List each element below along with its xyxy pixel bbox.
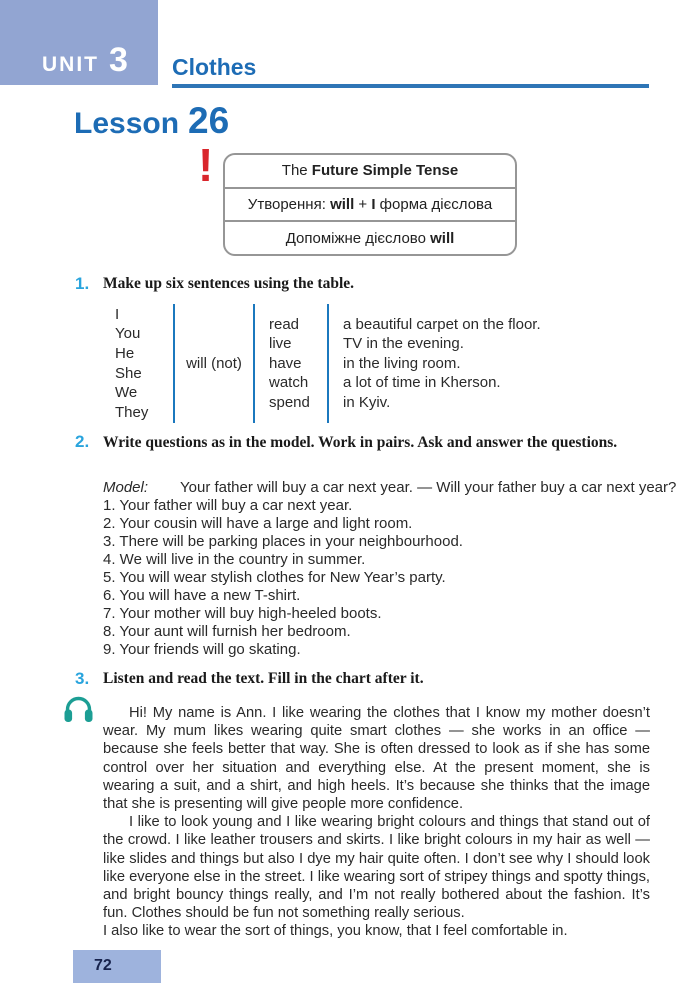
unit-label: UNIT bbox=[42, 53, 99, 76]
pronoun: They bbox=[115, 403, 149, 421]
grammar-row-formation bbox=[225, 187, 515, 221]
grammar-text-bold: Future Simple Tense bbox=[311, 162, 459, 180]
sentence-table bbox=[115, 304, 541, 423]
table-column-endings bbox=[329, 304, 541, 423]
exercise2-title: Write questions as in the model. Work in pairs. Ask and answer the questions. bbox=[103, 434, 618, 451]
exercise3-number: 3. bbox=[75, 669, 90, 688]
grammar-text-bold: I bbox=[371, 196, 376, 213]
exercise2-model bbox=[103, 479, 676, 496]
list-item: 3. There will be parking places in your neighbourhood. bbox=[103, 533, 463, 550]
lesson-word: Lesson bbox=[74, 107, 180, 140]
verb: read bbox=[269, 315, 300, 333]
paragraph: I like to look young and I like wearing bright colours and things that stand out of the crowd. I like leather trousers and skirts. I like bright colours in my hair as well — like slides and things but also I dye my hair quite often. I don’t see why I should look like everyone else in the street. I like wearing sort of stripey things and spotty things, and bright bouncy things really, and I’m not really bothered about the fashion. It’s fun. Clothes should be fun not something really serious. bbox=[103, 814, 650, 922]
table-column-verbs bbox=[255, 304, 327, 423]
exercise2-number: 2. bbox=[75, 432, 90, 451]
grammar-row-auxiliary bbox=[225, 220, 515, 254]
pronoun: I bbox=[115, 305, 120, 323]
lesson-title bbox=[74, 100, 229, 142]
exercise2-list bbox=[103, 497, 463, 659]
grammar-text-bold: will bbox=[430, 229, 455, 247]
sentence-ending: TV in the evening. bbox=[343, 335, 464, 353]
headphones-icon bbox=[63, 696, 94, 729]
table-column-pronouns bbox=[115, 304, 173, 423]
unit-banner-text bbox=[42, 41, 128, 80]
grammar-text: The bbox=[281, 162, 312, 180]
paragraph: I also like to wear the sort of things, you know, that I feel comfortable in. bbox=[103, 923, 568, 940]
grammar-box bbox=[223, 153, 517, 256]
list-item: 2. Your cousin will have a large and light room. bbox=[103, 515, 413, 532]
exercise3-text bbox=[103, 704, 650, 941]
grammar-text-bold: will bbox=[330, 196, 355, 213]
exclamation-icon: ! bbox=[198, 139, 214, 191]
list-item: 1. Your father will buy a car next year. bbox=[103, 497, 353, 514]
auxiliary: will (not) bbox=[186, 355, 242, 372]
exercise1-title: Make up six sentences using the table. bbox=[103, 275, 355, 292]
sentence-ending: in the living room. bbox=[343, 354, 461, 372]
sentence-ending: a lot of time in Kherson. bbox=[343, 374, 501, 392]
title-underline bbox=[172, 84, 649, 88]
pronoun: He bbox=[115, 344, 135, 362]
model-text: Your father will buy a car next year. — Will your father buy a car next year? bbox=[180, 479, 677, 496]
list-item: 4. We will live in the country in summer. bbox=[103, 551, 366, 568]
pronoun: You bbox=[115, 325, 141, 343]
exercise3-title: Listen and read the text. Fill in the chart after it. bbox=[103, 670, 424, 687]
sentence-ending: a beautiful carpet on the floor. bbox=[343, 315, 541, 333]
verb: spend bbox=[269, 393, 310, 411]
table-column-auxiliary bbox=[175, 304, 253, 423]
model-label: Model: bbox=[103, 479, 149, 496]
unit-number: 3 bbox=[109, 41, 128, 79]
pronoun: We bbox=[115, 384, 138, 402]
page-number-box bbox=[73, 950, 161, 983]
list-item: 6. You will have a new T-shirt. bbox=[103, 587, 301, 604]
list-item: 5. You will wear stylish clothes for New Year’s party. bbox=[103, 569, 446, 586]
verb: watch bbox=[269, 374, 309, 392]
sentence-ending: in Kyiv. bbox=[343, 393, 391, 411]
unit-banner bbox=[0, 0, 158, 85]
grammar-text: Допоміжне дієслово bbox=[285, 229, 431, 247]
grammar-text: форма дієслова bbox=[375, 196, 493, 213]
grammar-text: + bbox=[354, 196, 372, 213]
grammar-row-title bbox=[225, 155, 515, 187]
paragraph: Hi! My name is Ann. I like wearing the clothes that I know my mother doesn’t wear. My mum likes wearing quite smart clothes — she works in an office — because she feels better that way. She is often dressed to look as if she has some control over her situation and everything else. At the present moment, she is wearing a suit, and a shirt, and high heels. It’s because she thinks that the image that she is presenting will give people more confidence. bbox=[103, 705, 650, 813]
grammar-text: Утворення: bbox=[247, 196, 331, 213]
list-item: 9. Your friends will go skating. bbox=[103, 641, 301, 658]
list-item: 8. Your aunt will furnish her bedroom. bbox=[103, 623, 351, 640]
lesson-number: 26 bbox=[188, 100, 230, 141]
verb: have bbox=[269, 354, 302, 372]
exercise1-number: 1. bbox=[75, 274, 90, 293]
page-number: 72 bbox=[94, 957, 112, 974]
unit-title: Clothes bbox=[172, 54, 257, 80]
pronoun: She bbox=[115, 364, 142, 382]
list-item: 7. Your mother will buy high-heeled boots. bbox=[103, 605, 382, 622]
verb: live bbox=[269, 335, 292, 353]
